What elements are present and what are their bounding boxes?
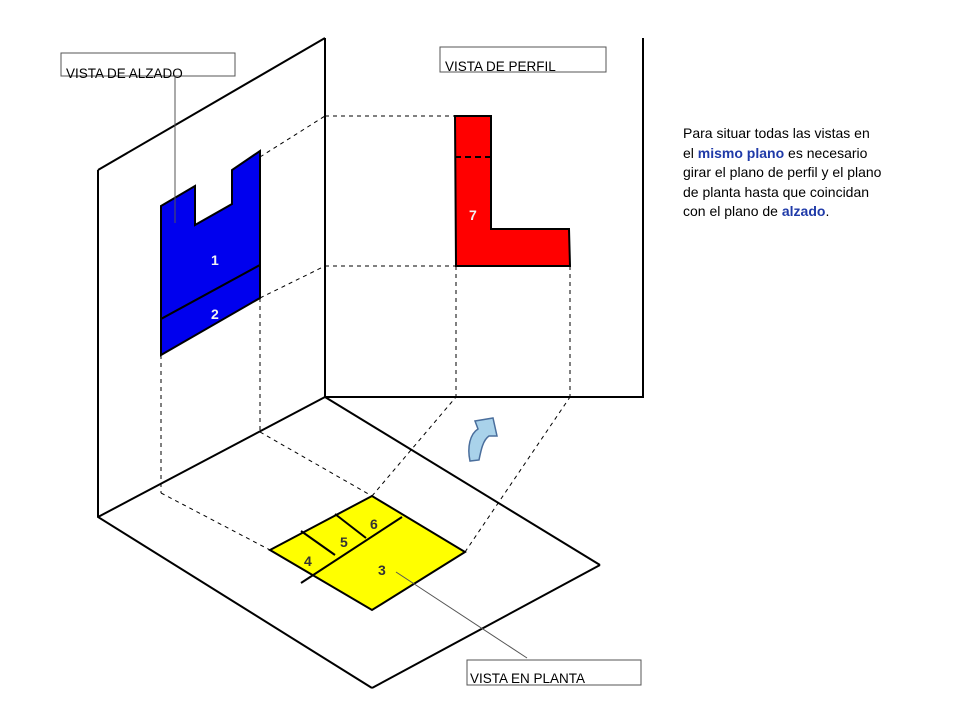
perfil-label: VISTA DE PERFIL <box>445 59 556 74</box>
note-highlight-mismo-plano: mismo plano <box>697 144 785 161</box>
face-number-2: 2 <box>211 306 219 322</box>
note-highlight-alzado: alzado <box>781 203 826 219</box>
face-number-5: 5 <box>340 534 348 550</box>
note-text-part1: Para situar todas las vistas en el <box>683 125 870 161</box>
planta-plane-left-edge <box>98 397 325 517</box>
face-number-1: 1 <box>211 252 219 268</box>
alzado-label: VISTA DE ALZADO <box>66 66 183 81</box>
planta-label: VISTA EN PLANTA <box>470 671 586 686</box>
curved-up-arrow-icon <box>469 418 497 461</box>
note-text-part3: . <box>825 203 830 219</box>
face-number-6: 6 <box>370 516 378 532</box>
planta-piece <box>270 496 465 610</box>
perfil-shape <box>455 116 570 266</box>
face-number-7: 7 <box>469 207 477 223</box>
note-text-part2: es necesario girar el plano de perfil y el plano de planta hasta que coincidan con el plano de <box>683 144 882 219</box>
perfil-piece-7 <box>455 116 570 266</box>
explanatory-note <box>683 124 883 222</box>
face-number-4: 4 <box>304 553 312 569</box>
projection-lines <box>161 116 570 552</box>
planta-shape <box>270 496 465 610</box>
face-number-3: 3 <box>378 562 386 578</box>
